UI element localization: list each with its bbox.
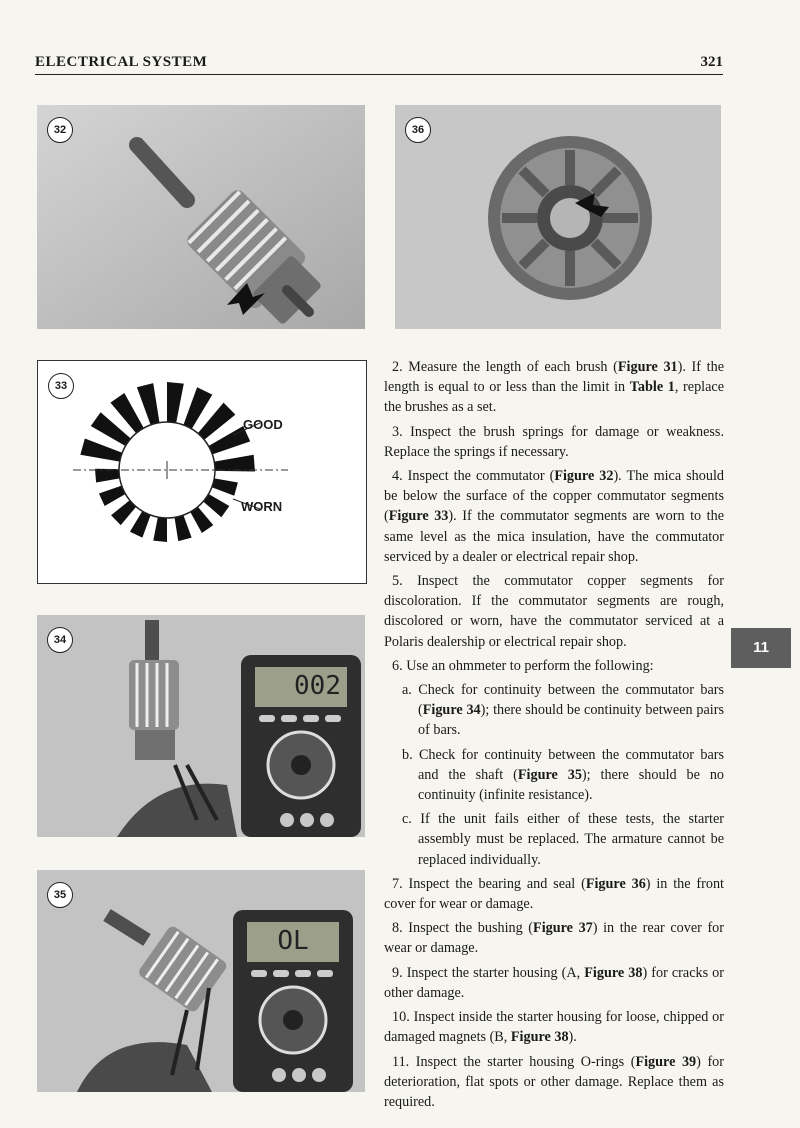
figure-label: 36 bbox=[405, 117, 431, 143]
figure-36-photo bbox=[395, 105, 721, 329]
step-10: 10. Inspect inside the starter housing for loose, chipped or damaged magnets (B, Figure 38). bbox=[384, 1009, 724, 1046]
section-title: ELECTRICAL SYSTEM bbox=[35, 54, 208, 70]
step-5: 5. Inspect the commutator copper segments for discoloration. If the commutator segments are rough, discolored or worn, have the commutator serviced at a Polaris dealership or electrical repair shop. bbox=[384, 573, 724, 650]
step-6b: b. Check for continuity between the commutator bars and the shaft (Figure 35); there should be no continuity (infinite resistance). bbox=[402, 746, 725, 804]
commutator-segment bbox=[214, 455, 255, 472]
step-3: 3. Inspect the brush springs for damage or weakness. Replace the springs if necessary. bbox=[384, 423, 724, 460]
figure-33-diagram bbox=[37, 360, 367, 584]
step-9: 9. Inspect the starter housing (A, Figure 38) for cracks or other damage. bbox=[384, 964, 724, 1001]
worn-label: WORN bbox=[241, 499, 283, 514]
commutator-segment bbox=[137, 383, 160, 425]
front-cover-illustration bbox=[395, 105, 721, 329]
page-number: 321 bbox=[700, 54, 723, 70]
step-11: 11. Inspect the starter housing O-rings (Figure 39) for deterioration, flat spots or other damage. Replace them as required. bbox=[384, 1053, 724, 1110]
step-6c: c. If the unit fails either of these tests, the starter assembly must be replaced. The armature cannot be replaced individually. bbox=[402, 811, 724, 868]
ohmmeter-test-illustration bbox=[37, 615, 365, 837]
commutator-segment bbox=[153, 517, 167, 542]
step-6: 6. Use an ohmmeter to perform the following: bbox=[392, 657, 654, 674]
figure-label: 34 bbox=[47, 627, 73, 653]
figure-32-photo bbox=[37, 105, 365, 329]
commutator-segment bbox=[175, 515, 192, 541]
body-text bbox=[384, 357, 724, 1116]
commutator-segment bbox=[99, 486, 126, 506]
commutator-segment bbox=[130, 511, 151, 538]
ohmmeter-test-illustration bbox=[37, 870, 365, 1092]
commutator-segment bbox=[212, 478, 238, 495]
armature-illustration bbox=[37, 105, 365, 329]
page-header bbox=[35, 52, 723, 75]
chapter-tab: 11 bbox=[731, 628, 791, 668]
figure-label: 35 bbox=[47, 882, 73, 908]
commutator-segment bbox=[167, 382, 184, 423]
step-8: 8. Inspect the bushing (Figure 37) in the rear cover for wear or damage. bbox=[384, 920, 724, 957]
commutator-segment bbox=[95, 469, 120, 483]
figure-35-photo bbox=[37, 870, 365, 1092]
meter-reading: OL bbox=[277, 926, 309, 956]
figure-34-photo bbox=[37, 615, 365, 837]
meter-reading: 002 bbox=[294, 671, 341, 701]
commutator-segment bbox=[80, 438, 122, 461]
step-7: 7. Inspect the bearing and seal (Figure 36) in the front cover for wear or damage. bbox=[384, 875, 724, 913]
commutator-diagram bbox=[38, 361, 366, 583]
figure-label: 32 bbox=[47, 117, 73, 143]
step-6a: a. Check for continuity between the commutator bars (Figure 34); there should be continuity between pairs of bars. bbox=[402, 682, 724, 739]
good-label: GOOD bbox=[243, 417, 283, 432]
step-2: 2. Measure the length of each brush (Figure 31). If the length is equal to or less than the limit in Table 1, replace the brushes as a set. bbox=[384, 359, 724, 416]
figure-label: 33 bbox=[48, 373, 74, 399]
step-4: 4. Inspect the commutator (Figure 32). The mica should be below the surface of the copper commutator segments (Figure 33). If the commutator segments are worn to the same level as the mica insulation, have the commutator serviced by a dealer or electrical repair shop. bbox=[384, 468, 724, 565]
